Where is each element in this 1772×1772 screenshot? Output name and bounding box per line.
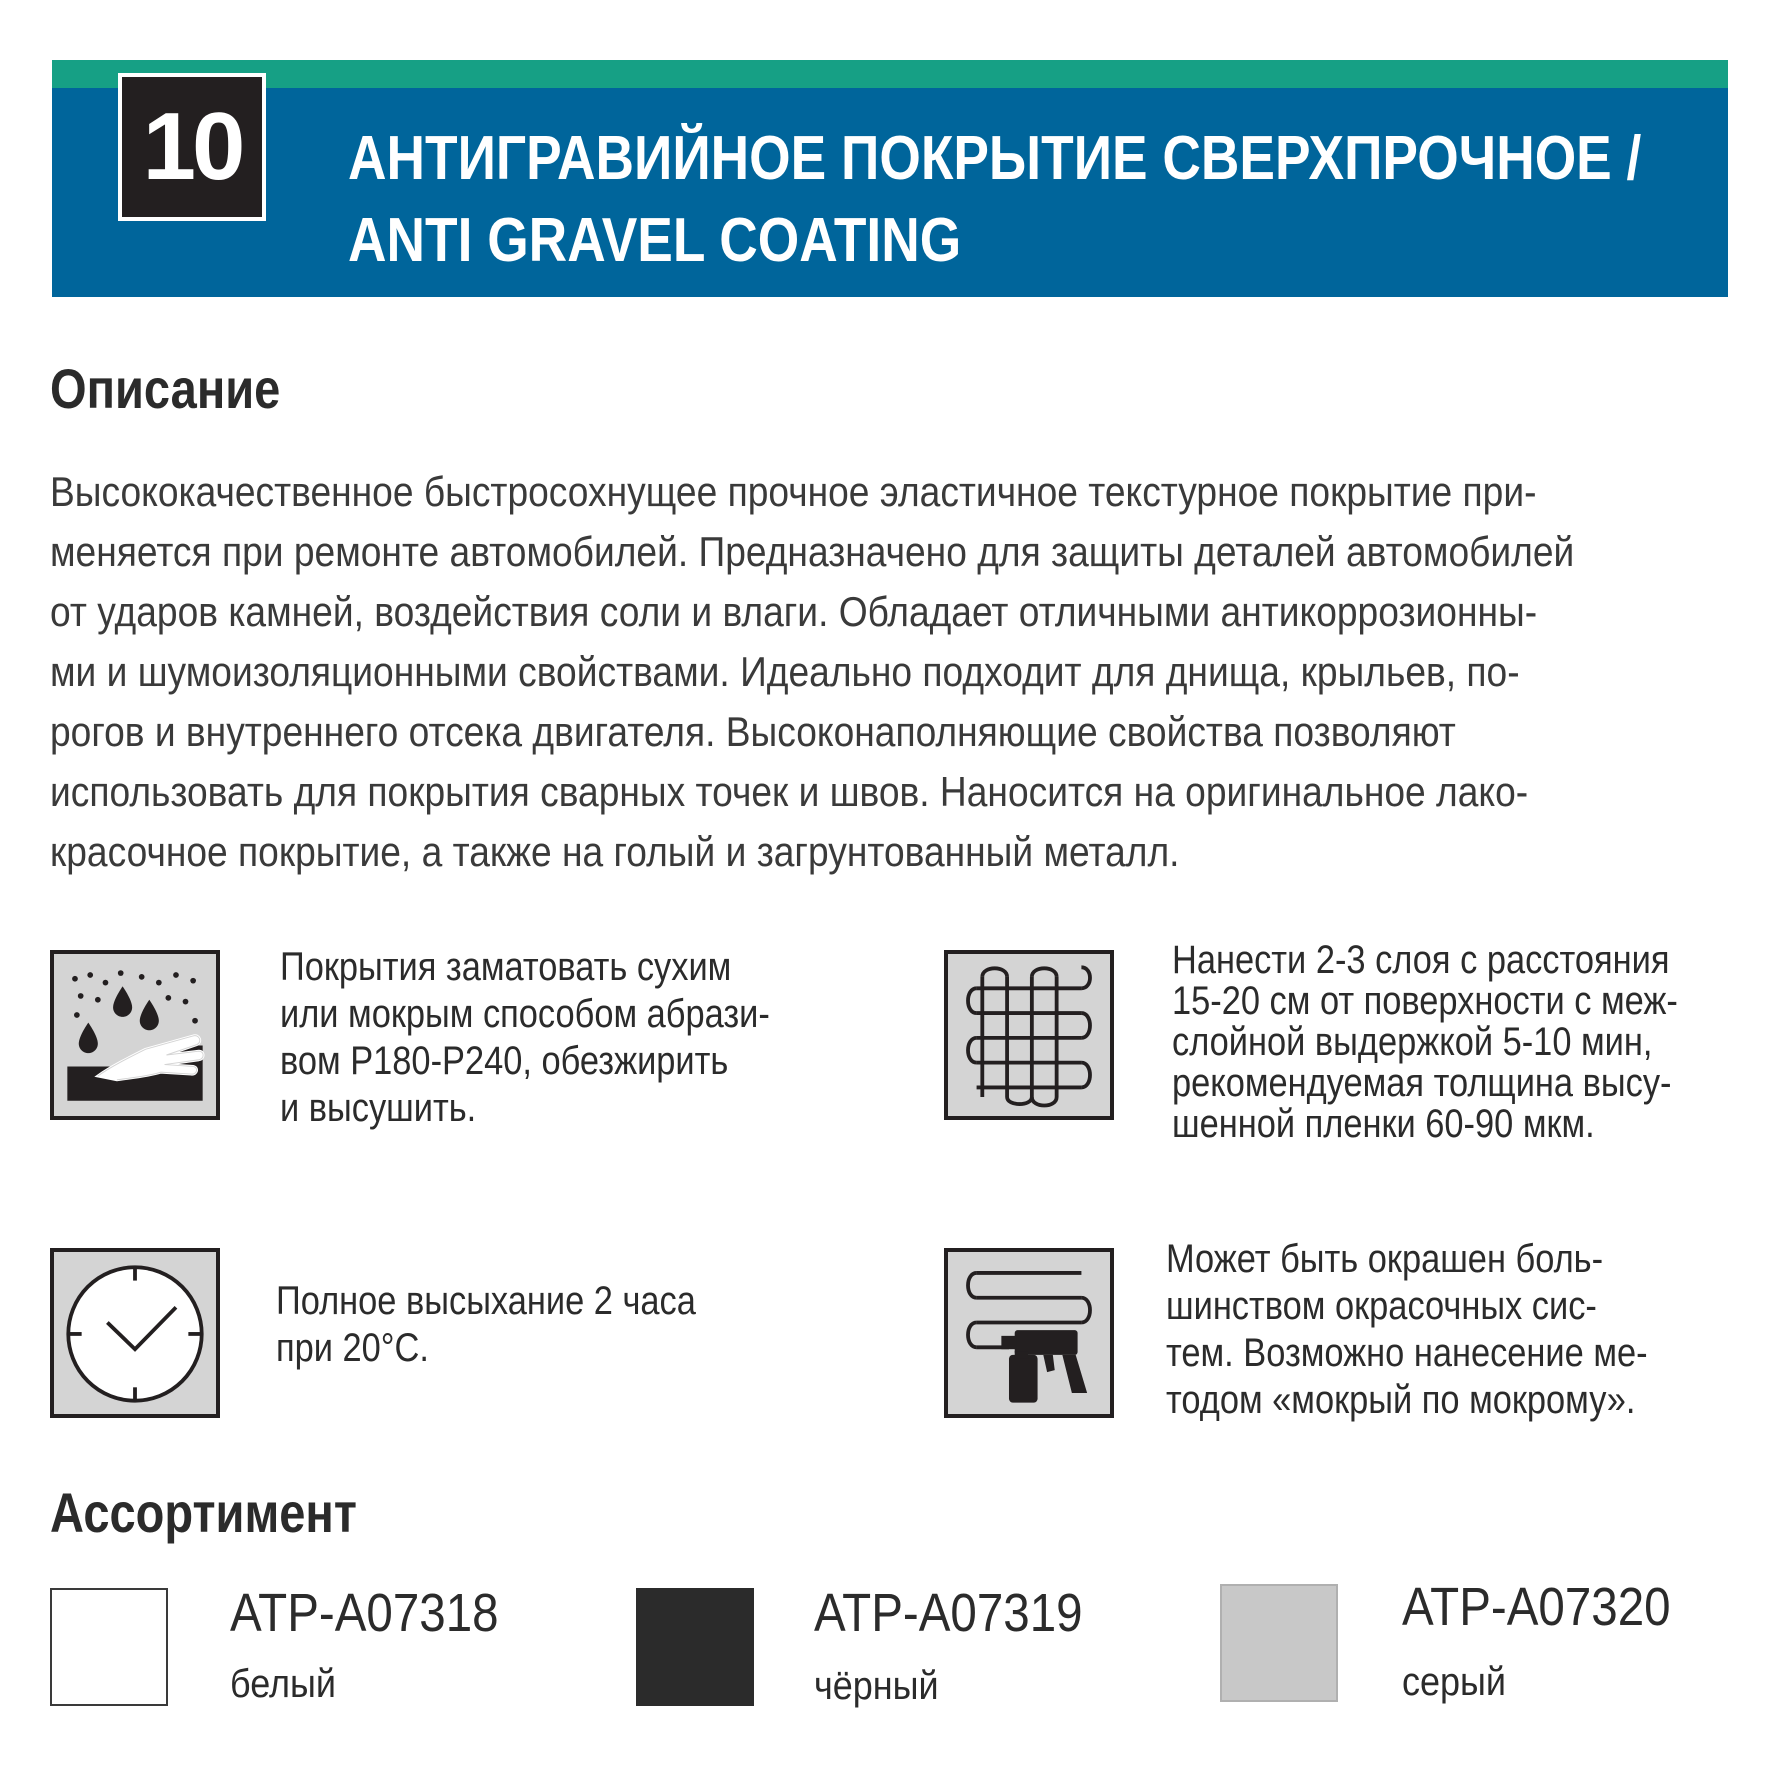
step-line: тодом «мокрый по мокрому». xyxy=(1166,1378,1636,1422)
description-line: рогов и внутреннего отсека двигателя. Высоконаполняющие свойства позволяют xyxy=(50,708,1456,755)
color-name: белый xyxy=(230,1662,337,1706)
description-line: красочное покрытие, а также на голый и загрунтованный металл. xyxy=(50,828,1180,875)
step-surface-prep-text xyxy=(280,944,770,1132)
product-code: ATP-A07318 xyxy=(230,1583,499,1643)
header-banner xyxy=(52,60,1728,297)
product-code: ATP-A07319 xyxy=(814,1583,1083,1643)
step-line: шенной пленки 60-90 мкм. xyxy=(1172,1102,1595,1146)
swatch-grey xyxy=(1220,1584,1338,1702)
step-line: Полное высыхание 2 часа xyxy=(276,1279,696,1323)
step-spray-layers-text xyxy=(1172,940,1678,1145)
surface-prep-icon xyxy=(50,950,220,1120)
title-line-2: ANTI GRAVEL COATING xyxy=(348,206,962,275)
color-name: чёрный xyxy=(814,1664,939,1708)
section-number: 10 xyxy=(118,73,266,221)
step-line: Нанести 2-3 слоя с расстояния xyxy=(1172,938,1670,982)
step-line: тем. Возможно нанесение ме- xyxy=(1166,1331,1648,1375)
spray-layers-icon xyxy=(944,950,1114,1120)
header-stripe xyxy=(52,60,1728,88)
step-line: при 20°С. xyxy=(276,1326,429,1370)
description-text xyxy=(50,462,1575,882)
assortment-heading: Ассортимент xyxy=(50,1481,357,1544)
swatch-white xyxy=(50,1588,168,1706)
description-line: меняется при ремонте автомобилей. Предназначено для защиты деталей автомобилей xyxy=(50,528,1575,575)
description-line: ми и шумоизоляционными свойствами. Идеально подходит для днища, крыльев, по- xyxy=(50,648,1520,695)
step-line: шинством окрасочных сис- xyxy=(1166,1284,1597,1328)
title-line-1: АНТИГРАВИЙНОЕ ПОКРЫТИЕ СВЕРХПРОЧНОЕ / xyxy=(348,124,1642,193)
step-line: Может быть окрашен боль- xyxy=(1166,1237,1604,1281)
clock-icon xyxy=(50,1248,220,1418)
step-line: Покрытия заматовать сухим xyxy=(280,945,732,989)
step-line: 15-20 см от поверхности с меж- xyxy=(1172,979,1678,1023)
description-line: использовать для покрытия сварных точек и швов. Наносится на оригинальное лако- xyxy=(50,768,1529,815)
step-paintable-text xyxy=(1166,1236,1648,1424)
description-line: от ударов камней, воздействия соли и влаги. Обладает отличными антикоррозионны- xyxy=(50,588,1538,635)
step-line: вом P180-P240, обезжирить xyxy=(280,1039,729,1083)
step-line: или мокрым способом абрази- xyxy=(280,992,770,1036)
spray-gun-icon xyxy=(944,1248,1114,1418)
description-line: Высококачественное быстросохнущее прочное эластичное текстурное покрытие при- xyxy=(50,468,1537,515)
product-code: ATP-A07320 xyxy=(1402,1577,1671,1637)
step-line: рекомендуемая толщина высу- xyxy=(1172,1061,1672,1105)
step-drying-text xyxy=(276,1278,696,1372)
step-line: слойной выдержкой 5-10 мин, xyxy=(1172,1020,1653,1064)
swatch-black xyxy=(636,1588,754,1706)
description-heading: Описание xyxy=(50,357,281,420)
step-line: и высушить. xyxy=(280,1086,477,1130)
color-name: серый xyxy=(1402,1660,1507,1704)
page-title xyxy=(348,118,1642,282)
